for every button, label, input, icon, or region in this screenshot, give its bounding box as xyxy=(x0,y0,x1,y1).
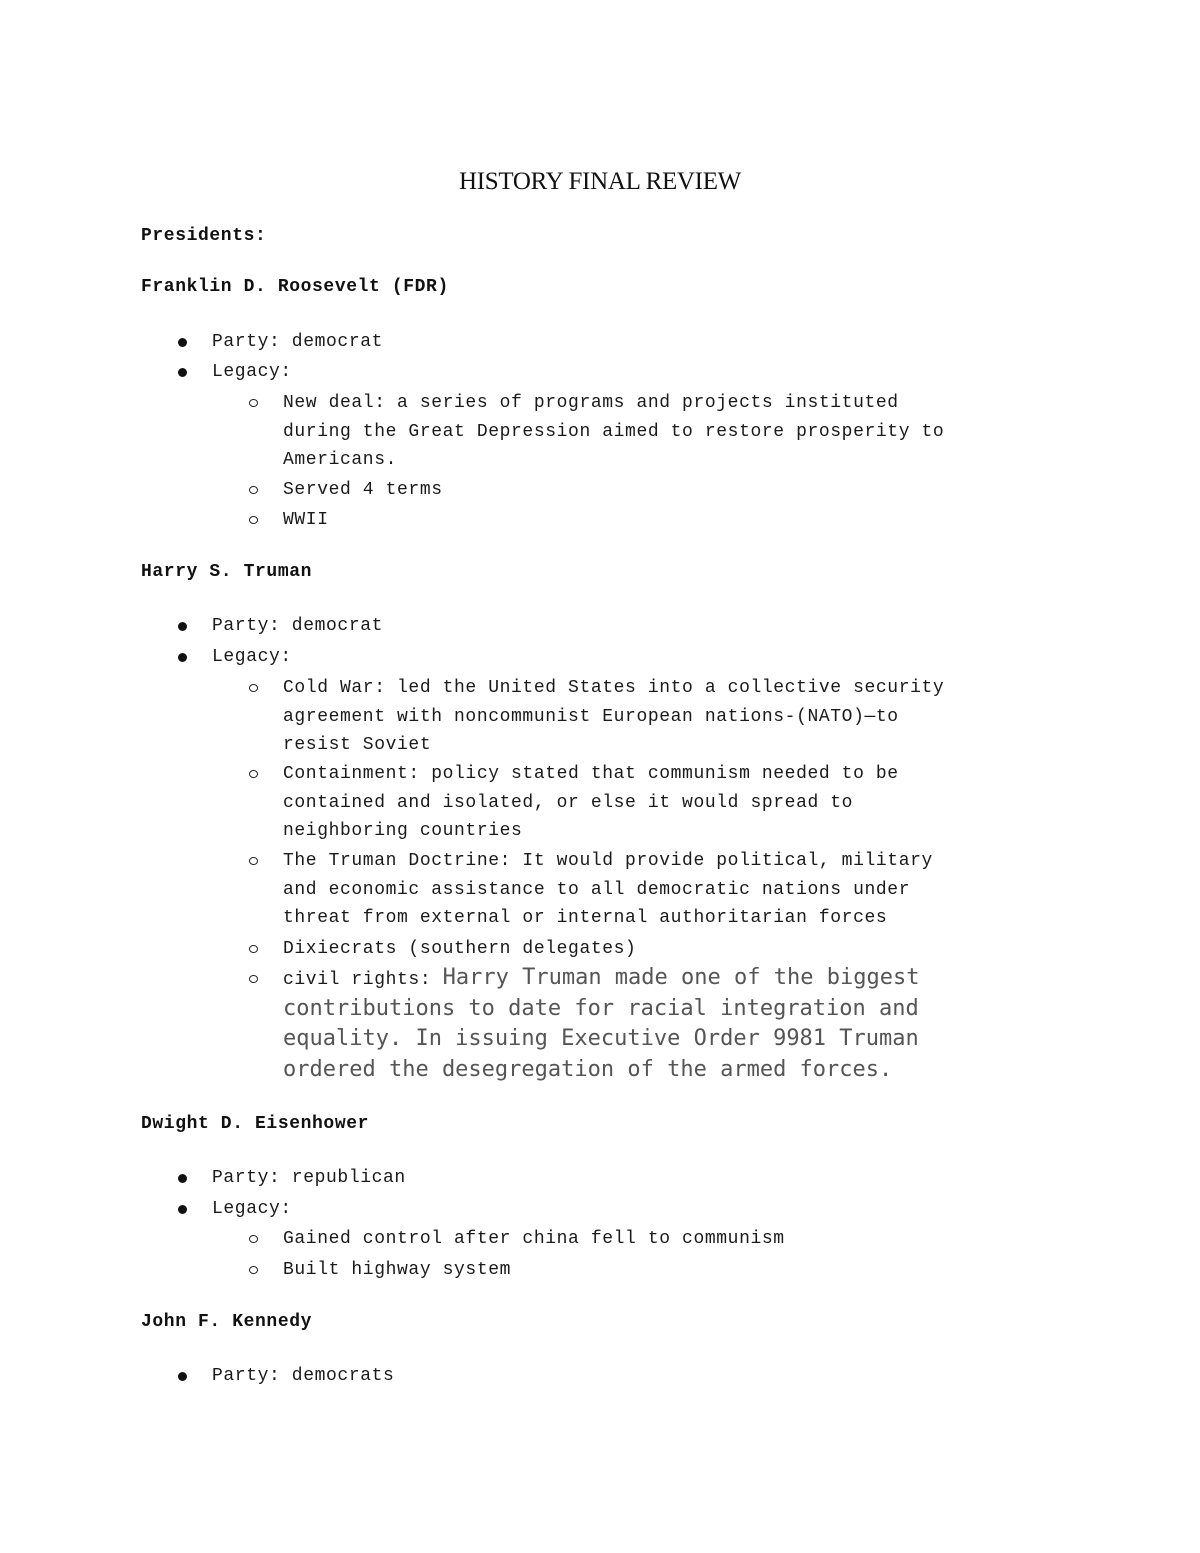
text-line: during the Great Depression aimed to restore prosperity to xyxy=(283,421,945,442)
bullet-dot-icon xyxy=(178,1174,187,1183)
text-line: resist Soviet xyxy=(283,735,432,755)
text-line: Containment: policy stated that communism needed to be xyxy=(283,764,899,784)
bullet-circle-icon xyxy=(249,1266,258,1274)
bullet-circle-icon xyxy=(249,857,258,865)
text-line: threat from external or internal authoritarian forces xyxy=(283,908,888,928)
bullet-circle-icon xyxy=(249,770,258,778)
legacy-label-eisenhower: Legacy: xyxy=(212,1199,292,1219)
civil-rights-prefix: civil rights: xyxy=(283,970,443,990)
legacy-item-truman-cold-war xyxy=(283,674,1083,760)
text-line: neighboring countries xyxy=(283,821,523,841)
legacy-item-fdr-new-deal xyxy=(283,389,1083,475)
text-line: Cold War: led the United States into a collective security xyxy=(283,678,945,698)
bullet-circle-icon xyxy=(249,684,258,692)
party-kennedy: Party: democrats xyxy=(212,1366,395,1386)
legacy-item-truman-civil-rights xyxy=(283,963,1083,1085)
text-line: The Truman Doctrine: It would provide political, military xyxy=(283,851,933,871)
party-eisenhower: Party: republican xyxy=(212,1168,406,1188)
legacy-item-fdr-terms: Served 4 terms xyxy=(283,480,443,500)
bullet-circle-icon xyxy=(249,399,258,407)
bullet-circle-icon xyxy=(249,975,258,983)
text-line: ordered the desegregation of the armed forces. xyxy=(283,1056,893,1082)
president-name-truman: Harry S. Truman xyxy=(141,562,313,582)
legacy-item-truman-dixiecrats: Dixiecrats (southern delegates) xyxy=(283,939,637,959)
legacy-item-fdr-wwii: WWII xyxy=(283,510,329,530)
bullet-circle-icon xyxy=(249,945,258,953)
text-line: and economic assistance to all democratic nations under xyxy=(283,879,911,900)
legacy-item-truman-containment xyxy=(283,760,1083,846)
section-label: Presidents: xyxy=(141,226,267,246)
bullet-circle-icon xyxy=(249,486,258,494)
text-line: equality. In issuing Executive Order 9981 Truman xyxy=(283,1026,919,1051)
bullet-dot-icon xyxy=(178,622,187,631)
text-line: contributions to date for racial integration and xyxy=(283,995,919,1021)
party-truman: Party: democrat xyxy=(212,616,384,636)
legacy-item-truman-doctrine xyxy=(283,847,1083,933)
party-fdr: Party: democrat xyxy=(212,332,384,352)
legacy-label-truman: Legacy: xyxy=(212,647,292,667)
legacy-item-eisenhower-highway: Built highway system xyxy=(283,1260,512,1280)
bullet-circle-icon xyxy=(249,516,258,524)
bullet-dot-icon xyxy=(178,653,187,662)
text-line: contained and isolated, or else it would spread to xyxy=(283,792,854,813)
text-line: New deal: a series of programs and projects instituted xyxy=(283,393,899,413)
bullet-circle-icon xyxy=(249,1235,258,1243)
bullet-dot-icon xyxy=(178,368,187,377)
legacy-item-eisenhower-china: Gained control after china fell to communism xyxy=(283,1229,785,1249)
president-name-eisenhower: Dwight D. Eisenhower xyxy=(141,1114,370,1134)
bullet-dot-icon xyxy=(178,1372,187,1381)
text-line: Americans. xyxy=(283,450,398,470)
president-name-kennedy: John F. Kennedy xyxy=(141,1312,313,1332)
bullet-dot-icon xyxy=(178,1205,187,1214)
document-title: HISTORY FINAL REVIEW xyxy=(459,168,741,195)
text-line: agreement with noncommunist European nations-(NATO)—to xyxy=(283,706,899,727)
president-name-fdr: Franklin D. Roosevelt (FDR) xyxy=(141,277,449,297)
legacy-label-fdr: Legacy: xyxy=(212,362,292,382)
text-line: Harry Truman made one of the biggest xyxy=(442,965,920,990)
bullet-dot-icon xyxy=(178,338,187,347)
